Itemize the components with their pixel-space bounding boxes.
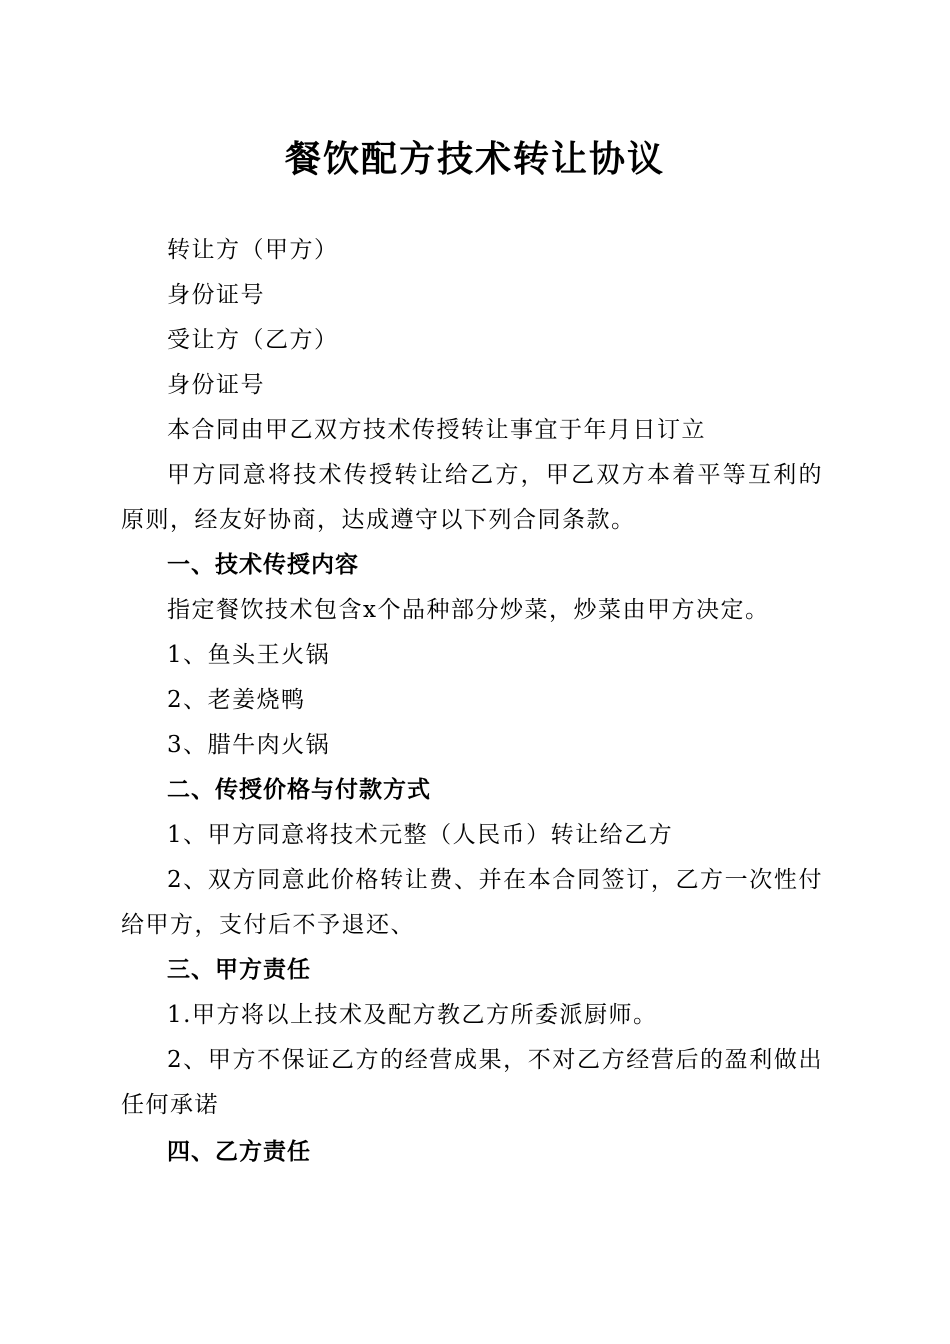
section-heading: 四、乙方责任 (167, 1139, 311, 1165)
contract-date-line: 本合同由甲乙双方技术传授转让事宜于年月日订立 (167, 417, 706, 443)
section-heading: 三、甲方责任 (167, 957, 311, 983)
section-heading: 二、传授价格与付款方式 (167, 777, 431, 803)
transferee-line: 受让方（乙方） (167, 327, 339, 353)
list-item: 1、鱼头王火锅 (167, 642, 331, 668)
list-item: 3、腊牛肉火锅 (167, 732, 331, 758)
section-paragraph: 1.甲方将以上技术及配方教乙方所委派厨师。 (167, 1002, 658, 1028)
transferee-id-line: 身份证号 (167, 372, 265, 398)
document-title: 餐饮配方技术转让协议 (284, 138, 665, 180)
intro-paragraph: 甲方同意将技术传授转让给乙方，甲乙双方本着平等互利的原则，经友好协商，达成遵守以下列合同条款。 (121, 462, 823, 533)
list-item: 2、老姜烧鸭 (167, 687, 306, 713)
section-paragraph: 2、甲方不保证乙方的经营成果，不对乙方经营后的盈利做出任何承诺 (121, 1047, 823, 1118)
transferor-id-line: 身份证号 (167, 282, 265, 308)
document-body (121, 228, 823, 1175)
section-paragraph: 指定餐饮技术包含x个品种部分炒菜，炒菜由甲方决定。 (167, 597, 770, 623)
section-paragraph: 2、双方同意此价格转让费、并在本合同签订，乙方一次性付给甲方，支付后不予退还、 (121, 867, 823, 938)
transferor-line: 转让方（甲方） (167, 237, 339, 263)
section-paragraph: 1、甲方同意将技术元整（人民币）转让给乙方 (167, 822, 674, 848)
section-heading: 一、技术传授内容 (167, 552, 359, 578)
